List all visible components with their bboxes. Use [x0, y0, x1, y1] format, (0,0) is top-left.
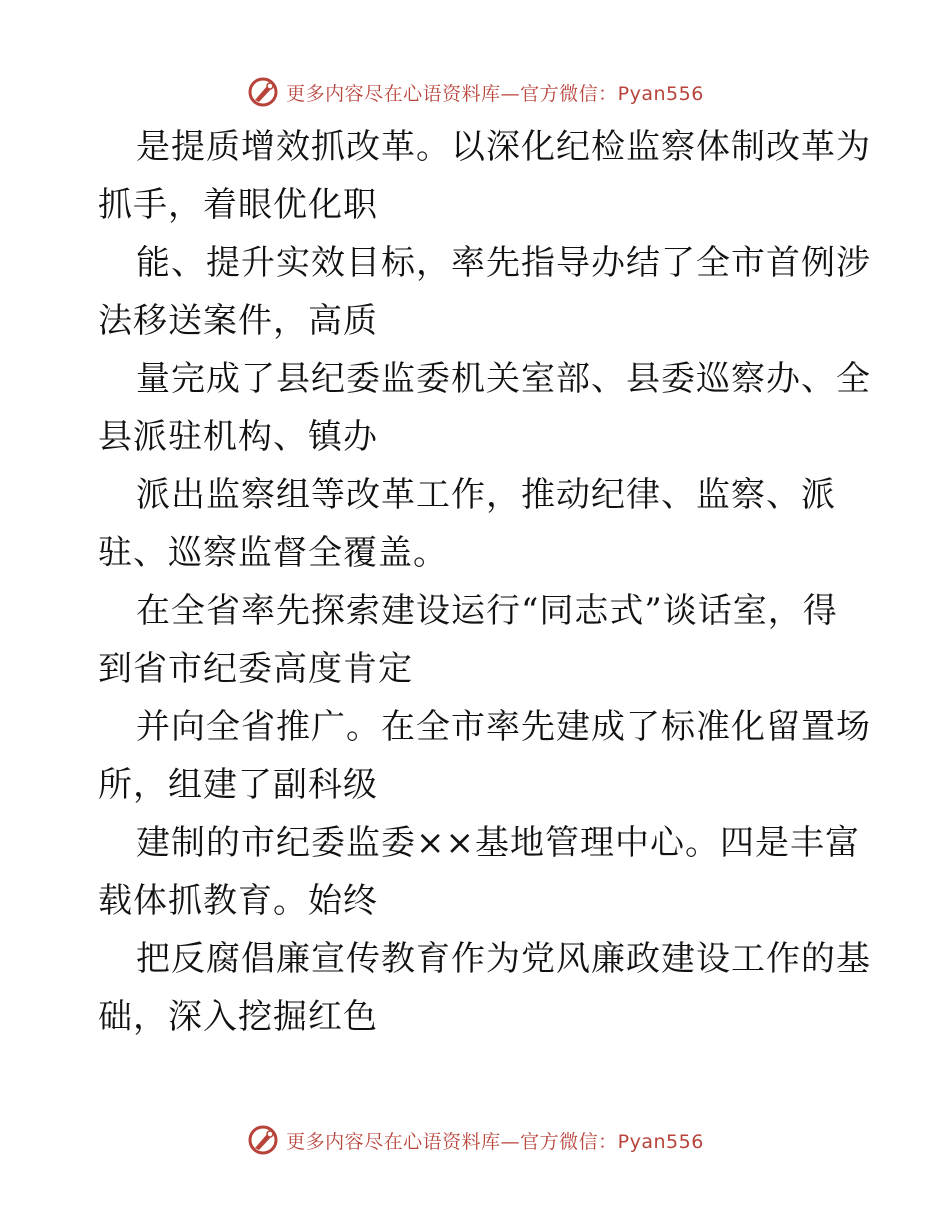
text-line: 并向全省推广。在全市率先建成了标准化留置场 — [136, 707, 871, 747]
text-line: 驻、巡察监督全覆盖。 — [98, 533, 448, 573]
header-watermark — [0, 72, 950, 112]
text-line: 到省市纪委高度肯定 — [98, 649, 413, 689]
text-line: 派出监察组等改革工作，推动纪律、监察、派 — [136, 475, 836, 515]
text-line: 能、提升实效目标，率先指导办结了全市首例涉 — [136, 243, 871, 283]
pen-logo-icon — [246, 75, 280, 109]
text-line: 础，深入挖掘红色 — [98, 997, 378, 1037]
pen-logo-icon — [246, 1123, 280, 1157]
text-line: 法移送案件，高质 — [98, 301, 378, 341]
text-line: 是提质增效抓改革。以深化纪检监察体制改革为 — [136, 127, 871, 167]
text-line: 抓手，着眼优化职 — [98, 185, 378, 225]
watermark-handle: Pyan556 — [617, 1130, 704, 1153]
text-line: 把反腐倡廉宣传教育作为党风廉政建设工作的基 — [136, 939, 871, 979]
footer-watermark — [0, 1120, 950, 1160]
document-body — [98, 118, 871, 1046]
text-line: 在全省率先探索建设运行“同志式”谈话室，得 — [136, 591, 838, 631]
text-line: 县派驻机构、镇办 — [98, 417, 378, 457]
text-line: 载体抓教育。始终 — [98, 881, 378, 921]
text-line: 所，组建了副科级 — [98, 765, 378, 805]
watermark-handle: Pyan556 — [617, 82, 704, 105]
watermark-text: 更多内容尽在心语资料库—官方微信：Pyan556 — [286, 82, 704, 105]
text-line: 建制的市纪委监委××基地管理中心。四是丰富 — [136, 823, 860, 863]
text-line: 量完成了县纪委监委机关室部、县委巡察办、全 — [136, 359, 871, 399]
watermark-text: 更多内容尽在心语资料库—官方微信：Pyan556 — [286, 1130, 704, 1153]
